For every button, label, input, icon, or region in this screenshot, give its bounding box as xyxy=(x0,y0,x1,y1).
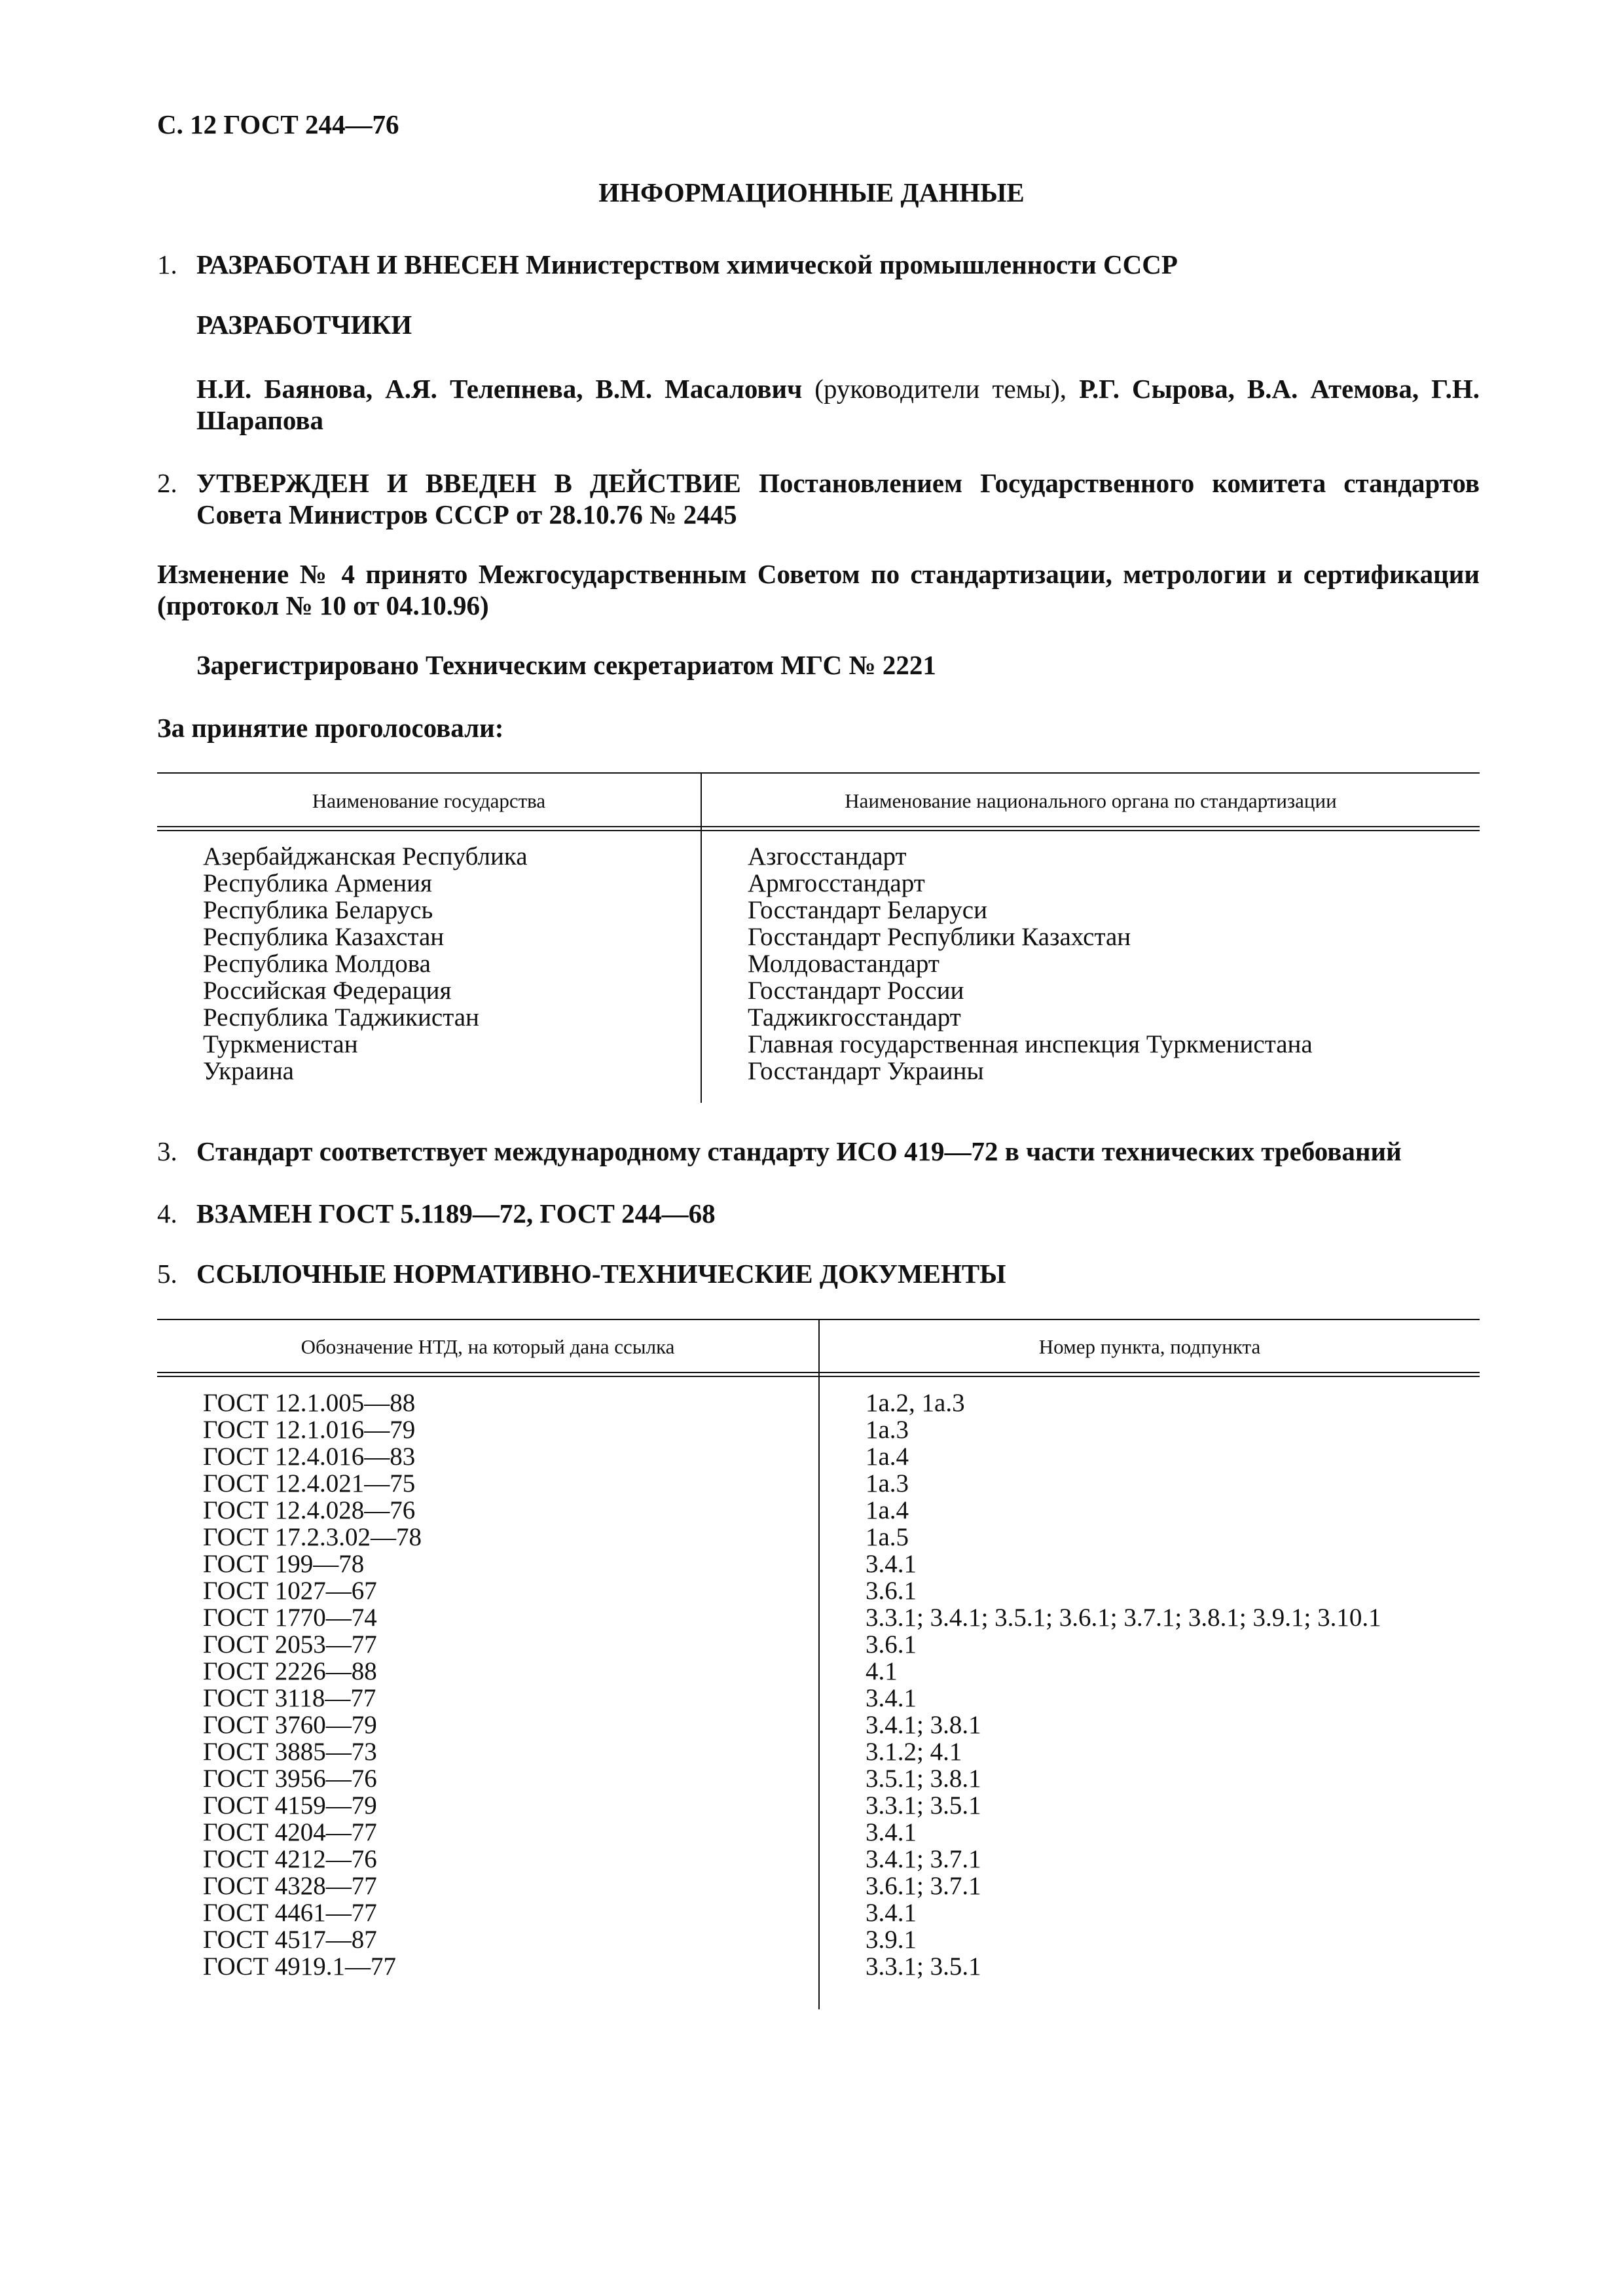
standards-body-name: Госстандарт России xyxy=(748,977,964,1005)
states-table-divider xyxy=(701,772,702,1103)
reference-points: 3.4.1 xyxy=(866,1550,917,1578)
states-table-header-rule xyxy=(157,826,1480,827)
item-2-text xyxy=(196,467,1480,530)
reference-points: 3.4.1 xyxy=(866,1899,917,1927)
reference-points: 1а.4 xyxy=(866,1443,909,1471)
standards-body-name: Госстандарт Республики Казахстан xyxy=(748,923,1131,951)
state-name: Туркменистан xyxy=(203,1030,358,1058)
reference-document: ГОСТ 4461—77 xyxy=(203,1899,377,1927)
authors-part-1: Н.И. Баянова, А.Я. Телепнева, В.М. Масалович xyxy=(196,374,803,404)
reference-document: ГОСТ 3885—73 xyxy=(203,1738,377,1766)
bodies-col-header: Наименование национального органа по стандартизации xyxy=(845,789,1337,812)
item-5-number: 5. xyxy=(157,1259,177,1289)
reference-points: 1а.3 xyxy=(866,1469,909,1498)
states-table-header-rule-2 xyxy=(157,830,1480,831)
item-1-lead: РАЗРАБОТАН И ВНЕСЕН xyxy=(196,249,519,279)
points-list xyxy=(866,1390,1381,1980)
reference-document: ГОСТ 17.2.3.02—78 xyxy=(203,1523,422,1551)
item-1-body: Министерством химической промышленности СССР xyxy=(519,249,1178,279)
item-2-body: Постановлением Государственного комитета стандартов Совета Министров СССР от 28.10.76 № 2445 xyxy=(196,468,1480,529)
reference-points: 3.3.1; 3.5.1 xyxy=(866,1952,981,1981)
voted-heading: За принятие проголосовали: xyxy=(157,713,504,743)
reference-points: 3.9.1 xyxy=(866,1926,917,1954)
page-title: ИНФОРМАЦИОННЫЕ ДАННЫЕ xyxy=(598,177,1025,207)
reference-points: 1а.3 xyxy=(866,1416,909,1444)
reference-points: 4.1 xyxy=(866,1657,898,1685)
reference-document: ГОСТ 4159—79 xyxy=(203,1791,377,1820)
item-1-text xyxy=(196,249,1480,280)
reference-document: ГОСТ 1770—74 xyxy=(203,1604,377,1632)
reference-document: ГОСТ 12.4.028—76 xyxy=(203,1496,416,1524)
standards-body-name: Таджикгосстандарт xyxy=(748,1003,961,1031)
developers-heading: РАЗРАБОТЧИКИ xyxy=(196,310,412,340)
states-table-top-rule xyxy=(157,772,1480,774)
item-3-text: Стандарт соответствует международному стандарту ИСО 419—72 в части технических требований xyxy=(196,1136,1402,1166)
reference-document: ГОСТ 4212—76 xyxy=(203,1845,377,1873)
reference-document: ГОСТ 12.1.016—79 xyxy=(203,1416,416,1444)
reference-points: 1а.2, 1а.3 xyxy=(866,1389,965,1417)
states-col-header: Наименование государства xyxy=(312,789,546,812)
item-4-text: ВЗАМЕН ГОСТ 5.1189—72, ГОСТ 244—68 xyxy=(196,1198,716,1229)
reference-document: ГОСТ 2226—88 xyxy=(203,1657,377,1685)
reference-points: 3.4.1; 3.8.1 xyxy=(866,1711,981,1739)
reference-points: 3.4.1; 3.7.1 xyxy=(866,1845,981,1873)
reference-document: ГОСТ 4328—77 xyxy=(203,1872,377,1900)
item-5-text: ССЫЛОЧНЫЕ НОРМАТИВНО-ТЕХНИЧЕСКИЕ ДОКУМЕНТЫ xyxy=(196,1259,1006,1289)
docs-col-header: Обозначение НТД, на который дана ссылка xyxy=(301,1335,675,1358)
reference-points: 3.4.1 xyxy=(866,1818,917,1846)
reference-points: 3.4.1 xyxy=(866,1684,917,1712)
reference-points: 3.3.1; 3.5.1 xyxy=(866,1791,981,1820)
reference-document: ГОСТ 4204—77 xyxy=(203,1818,377,1846)
docs-list xyxy=(203,1390,422,1980)
reference-points: 3.6.1 xyxy=(866,1577,917,1605)
standards-body-name: Главная государственная инспекция Туркменистана xyxy=(748,1030,1313,1058)
refs-table-divider xyxy=(818,1319,820,2009)
reference-document: ГОСТ 3956—76 xyxy=(203,1765,377,1793)
state-name: Республика Беларусь xyxy=(203,896,433,924)
reference-document: ГОСТ 12.1.005—88 xyxy=(203,1389,416,1417)
reference-points: 3.5.1; 3.8.1 xyxy=(866,1765,981,1793)
reference-points: 3.6.1 xyxy=(866,1630,917,1659)
reference-points: 3.6.1; 3.7.1 xyxy=(866,1872,981,1900)
item-4-number: 4. xyxy=(157,1198,177,1229)
reference-document: ГОСТ 1027—67 xyxy=(203,1577,377,1605)
standards-body-name: Молдовастандарт xyxy=(748,950,939,978)
state-name: Республика Таджикистан xyxy=(203,1003,479,1031)
reference-document: ГОСТ 4517—87 xyxy=(203,1926,377,1954)
points-col-header: Номер пункта, подпункта xyxy=(1038,1335,1261,1358)
item-2-lead: УТВЕРЖДЕН И ВВЕДЕН В ДЕЙСТВИЕ xyxy=(196,468,741,498)
authors-part-3: Р.Г. Сырова, В.А. Атемова, Г.Н. Шарапова xyxy=(196,374,1480,435)
reference-document: ГОСТ 12.4.016—83 xyxy=(203,1443,416,1471)
reference-document: ГОСТ 4919.1—77 xyxy=(203,1952,397,1981)
reference-points: 1а.4 xyxy=(866,1496,909,1524)
state-name: Азербайджанская Республика xyxy=(203,842,528,870)
reference-document: ГОСТ 3760—79 xyxy=(203,1711,377,1739)
reference-document: ГОСТ 3118—77 xyxy=(203,1684,376,1712)
standards-body-name: Армгосстандарт xyxy=(748,869,925,897)
standards-body-name: Госстандарт Беларуси xyxy=(748,896,987,924)
developers-list xyxy=(196,373,1480,436)
bodies-list xyxy=(748,843,1313,1085)
reference-points: 1а.5 xyxy=(866,1523,909,1551)
item-3-number: 3. xyxy=(157,1136,177,1166)
state-name: Украина xyxy=(203,1057,294,1085)
reference-points: 3.1.2; 4.1 xyxy=(866,1738,962,1766)
state-name: Республика Армения xyxy=(203,869,432,897)
state-name: Российская Федерация xyxy=(203,977,452,1005)
states-list xyxy=(203,843,528,1085)
state-name: Республика Казахстан xyxy=(203,923,445,951)
change-4-text: Изменение № 4 принято Межгосударственным Советом по стандартизации, метрологии и сертификации (протокол № 10 от 04.10.96) xyxy=(157,559,1480,620)
standards-body-name: Азгосстандарт xyxy=(748,842,907,870)
page-header: С. 12 ГОСТ 244—76 xyxy=(157,109,399,139)
item-2-number: 2. xyxy=(157,468,177,498)
state-name: Республика Молдова xyxy=(203,950,431,978)
reference-points: 3.3.1; 3.4.1; 3.5.1; 3.6.1; 3.7.1; 3.8.1; 3.9.1; 3.10.1 xyxy=(866,1604,1381,1632)
reference-document: ГОСТ 2053—77 xyxy=(203,1630,377,1659)
item-1-number: 1. xyxy=(157,249,177,279)
reference-document: ГОСТ 12.4.021—75 xyxy=(203,1469,416,1498)
reference-document: ГОСТ 199—78 xyxy=(203,1550,365,1578)
standards-body-name: Госстандарт Украины xyxy=(748,1057,984,1085)
registered-text: Зарегистрировано Техническим секретариатом МГС № 2221 xyxy=(196,650,936,680)
authors-part-2: (руководители темы), xyxy=(802,374,1080,404)
